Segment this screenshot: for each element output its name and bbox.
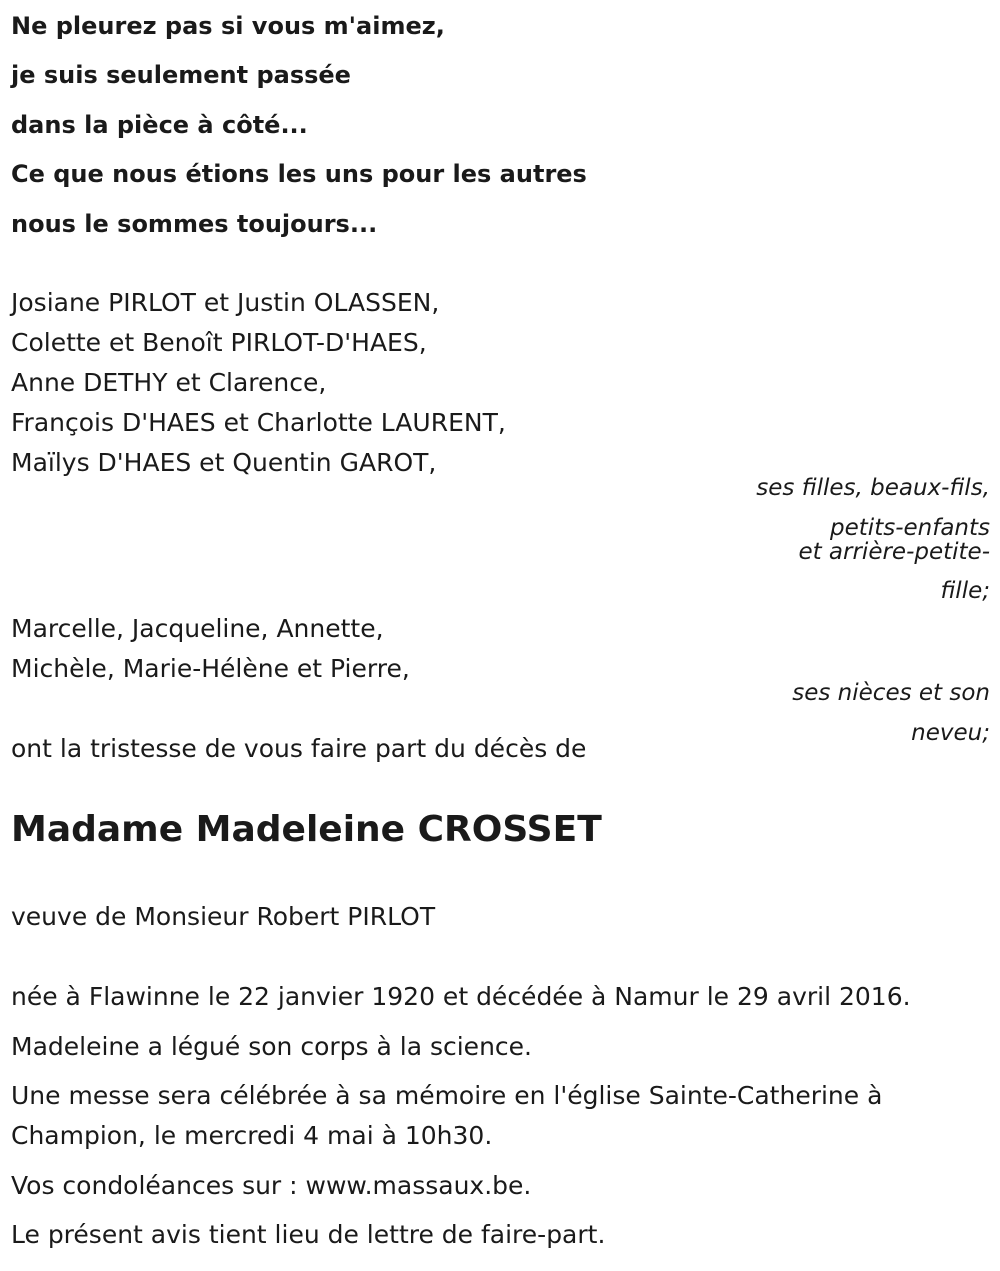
detail-line: Champion, le mercredi 4 mai à 10h30. [11,1121,493,1150]
poem-line: Ne pleurez pas si vous m'aimez, [11,12,445,40]
family-member-line: Anne DETHY et Clarence, [11,368,327,397]
poem-line: Ce que nous étions les uns pour les autres [11,160,587,188]
detail-line: Le présent avis tient lieu de lettre de faire-part. [11,1220,606,1249]
relation-line: ses filles, beaux-fils, [756,475,990,501]
announcement: ont la tristesse de vous faire part du décès de [11,734,587,763]
relation-line: neveu; [911,720,990,746]
family-member-line: Josiane PIRLOT et Justin OLASSEN, [11,288,440,317]
poem-line: dans la pièce à côté... [11,111,308,139]
family-member-line: Maïlys D'HAES et Quentin GAROT, [11,448,437,477]
detail-line: Vos condoléances sur : www.massaux.be. [11,1171,532,1200]
deceased-name: Madame Madeleine CROSSET [11,809,602,850]
poem-line: je suis seulement passée [11,61,351,89]
relation-line: fille; [940,578,990,604]
poem-line: nous le sommes toujours... [11,210,378,238]
family-member-line: Marcelle, Jacqueline, Annette, [11,614,384,643]
widow-of: veuve de Monsieur Robert PIRLOT [11,902,436,931]
family-member-line: Michèle, Marie-Hélène et Pierre, [11,654,410,683]
detail-line: Madeleine a légué son corps à la science. [11,1032,532,1061]
detail-line: née à Flawinne le 22 janvier 1920 et décédée à Namur le 29 avril 2016. [11,982,911,1011]
family-member-line: Colette et Benoît PIRLOT-D'HAES, [11,328,427,357]
relation-line: et arrière-petite- [798,539,990,565]
family-member-line: François D'HAES et Charlotte LAURENT, [11,408,506,437]
detail-line: Une messe sera célébrée à sa mémoire en l'église Sainte-Catherine à [11,1081,883,1110]
relation-line: petits-enfants [830,515,990,541]
relation-line: ses nièces et son [792,680,990,706]
